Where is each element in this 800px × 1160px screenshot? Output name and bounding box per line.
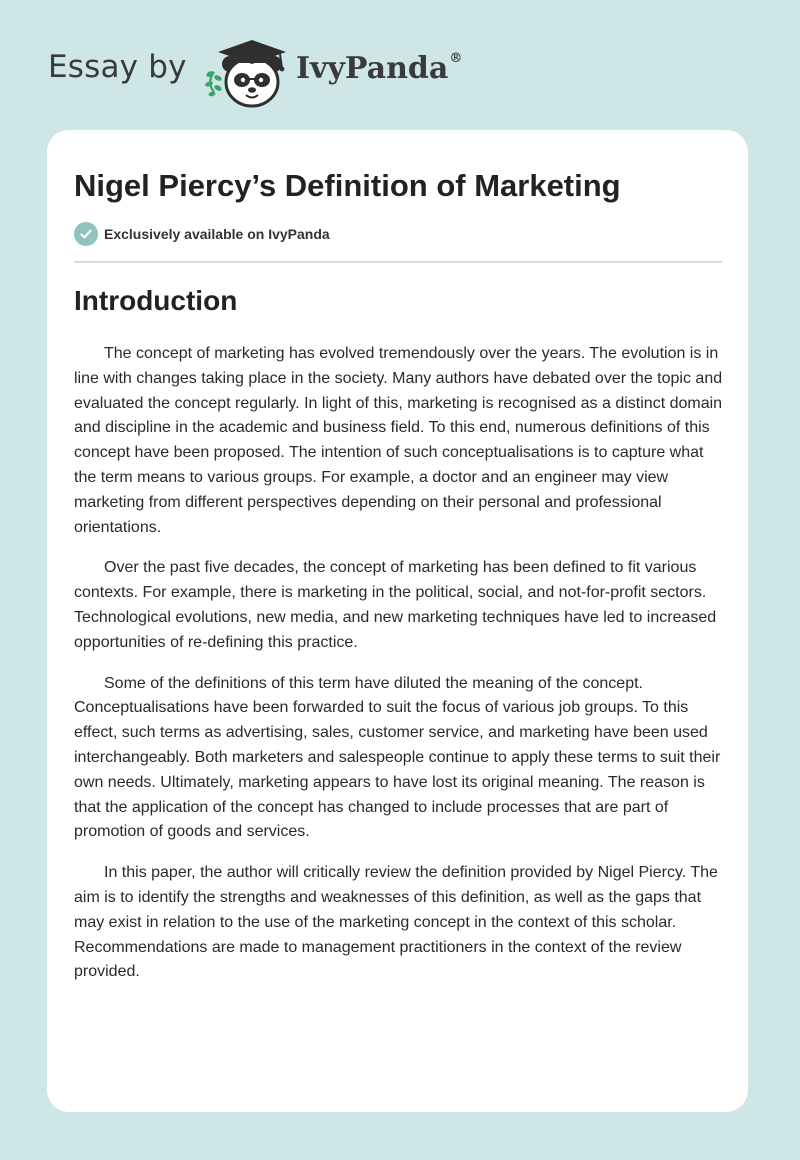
brand-name[interactable]: IvyPanda® xyxy=(296,51,463,86)
paragraph: The concept of marketing has evolved tremendously over the years. The evolution is in line with changes taking place in the society. Many authors have debated over the topic and evaluated the concept regularly. In light of this, marketing is recognised as a distinct domain and discipline in the academic and business field. To this end, numerous definitions of this concept have been proposed. The intention of such conceptualisations is to capture what the term means to various groups. For example, a doctor and an engineer may view marketing from different perspectives depending on their personal and professional orientations. xyxy=(74,345,723,536)
paragraph: Some of the definitions of this term have diluted the meaning of the concept. Conceptualisations have been forwarded to suit the focus of various job groups. To this effect, such terms as advertising, sales, customer service, and marketing have been used interchangeably. Both marketers and salespeople continue to apply these terms to suit their own needs. Ultimately, marketing appears to have lost its original meaning. The reason is that the application of the concept has changed to include processes that are part of promotion of goods and services. xyxy=(74,674,721,841)
exclusive-badge xyxy=(74,222,330,246)
paragraph: Over the past five decades, the concept of marketing has been defined to fit various contexts. For example, there is marketing in the political, social, and not-for-profit sectors. Technological evolutions, new media, and new marketing techniques have led to increased opportunities of re-defining this practice. xyxy=(74,559,717,651)
essay-by-label: Essay by xyxy=(48,49,187,85)
exclusive-label: Exclusively available on IvyPanda xyxy=(104,226,330,242)
essay-body xyxy=(74,342,724,1001)
panda-graduate-logo-icon[interactable] xyxy=(200,34,296,110)
section-heading-introduction: Introduction xyxy=(74,285,238,316)
site-header xyxy=(0,0,800,130)
check-icon xyxy=(74,222,98,246)
paragraph: In this paper, the author will critically review the definition provided by Nigel Piercy. The aim is to identify the strengths and weaknesses of this definition, as well as the gaps that may exist in relation to the use of the marketing concept in the context of this scholar. Recommendations are made to management practitioners in the context of the review provided. xyxy=(74,864,718,981)
divider xyxy=(74,261,722,263)
page-title: Nigel Piercy’s Definition of Marketing xyxy=(74,168,621,203)
essay-card xyxy=(47,130,748,1112)
registered-mark: ® xyxy=(449,51,463,66)
